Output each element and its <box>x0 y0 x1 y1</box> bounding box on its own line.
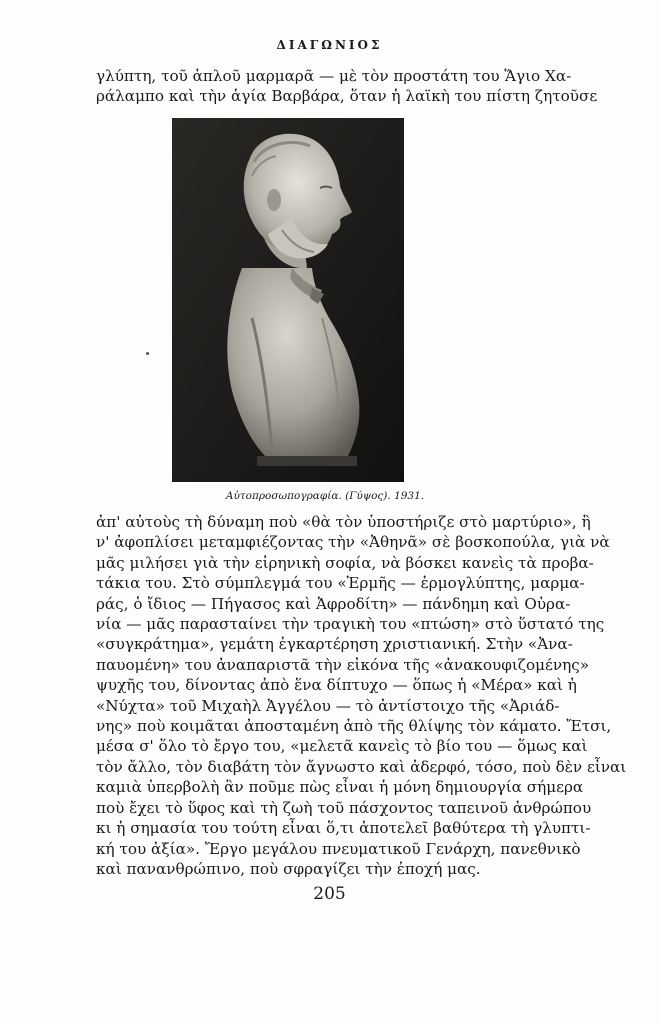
text-line: ν' ἀφοπλίσει μεταμφιέζοντας τὴν «Ἀθηνᾶ» σὲ βοσκοπούλα, γιὰ νὰ <box>96 533 610 552</box>
text-line: κι ἡ σημασία του τούτη εἶναι ὅ,τι ἀποτελεῖ βαθύτερα τὴ γλυπτι- <box>96 819 591 838</box>
text-line: νης» ποὺ κοιμᾶται ἀποσταμένη ἀπὸ τῆς θλίψης τὸν κάματο. Ἔτσι, <box>96 717 612 736</box>
running-title: ΔΙΑΓΩΝΙΟΣ <box>276 38 383 52</box>
text-line: ράς, ὁ ἴδιος — Πήγασος καὶ Ἀφροδίτη» — πάνδημη καὶ Οὐρα- <box>96 594 571 613</box>
text-line: καὶ πανανθρώπινο, ποὺ σφραγίζει τὴν ἐποχή μας. <box>96 859 481 878</box>
text-line: παυομένη» του ἀναπαριστᾶ τὴν εἰκόνα τῆς «ἀνακουφιζομένης» <box>96 655 590 674</box>
page-number: 205 <box>313 884 346 904</box>
text-line: μᾶς μιλήσει γιὰ τὴν εἰρηνικὴ σοφία, νὰ βόσκει κανεὶς τὰ προβα- <box>96 553 594 572</box>
text-line: «συγκράτημα», γεμάτη ἐγκαρτέρηση χριστιανική. Στὴν «Ἀνα- <box>96 635 573 654</box>
text-line: καμιὰ ὑπερβολὴ ἂν ποῦμε πὼς εἶναι ἡ μόνη δημιουργία σήμερα <box>96 778 584 797</box>
top-paragraph <box>96 66 598 107</box>
bust-sculpture-image <box>172 118 404 482</box>
text-line: «Νύχτα» τοῦ Μιχαὴλ Ἀγγέλου — τὸ ἀντίστοιχο τῆς «Ἀριάδ- <box>96 696 560 715</box>
text-line: γλύπτη, τοῦ ἁπλοῦ μαρμαρᾶ — μὲ τὸν προστάτη του Ἅγιο Χα- <box>96 67 572 85</box>
figure-caption: Αὐτοπροσωπογραφία. (Γύψος). 1931. <box>225 490 425 502</box>
text-line: τάκια του. Στὸ σύμπλεγμά του «Ἑρμῆς — ἑρμογλύπτης, μαρμα- <box>96 574 585 593</box>
text-line: κή του ἀξία». Ἔργο μεγάλου πνευματικοῦ Γενάρχη, πανεθνικὸ <box>96 839 581 858</box>
text-line: τὸν ἄλλο, τὸν διαβάτη τὸν ἄγνωστο καὶ ἀδερφό, τόσο, ποὺ δὲν εἶναι <box>96 757 627 776</box>
bottom-paragraph <box>96 512 627 879</box>
text-line: ἀπ' αὐτοὺς τὴ δύναμη ποὺ «θὰ τὸν ὑποστήριζε στὸ μαρτύριο», ἢ <box>96 513 591 531</box>
text-line: νία — μᾶς παρασταίνει τὴν τραγικὴ του «πτώση» στὸ ὕστατό της <box>96 615 605 634</box>
text-line: μέσα σ' ὅλο τὸ ἔργο του, «μελετᾶ κανεὶς τὸ βίο του — ὅμως καὶ <box>96 737 588 756</box>
print-speck <box>146 352 149 355</box>
text-line: ποὺ ἔχει τὸ ὕφος καὶ τὴ ζωὴ τοῦ πάσχοντος ταπεινοῦ ἀνθρώπου <box>96 798 592 817</box>
text-line: ράλαμπο καὶ τὴν ἁγία Βαρβάρα, ὅταν ἡ λαϊκὴ του πίστη ζητοῦσε <box>96 87 598 106</box>
text-line: ψυχῆς του, δίνοντας ἀπὸ ἕνα δίπτυχο — ὅπως ἡ «Μέρα» καὶ ἡ <box>96 676 577 695</box>
bust-photograph <box>172 118 404 482</box>
